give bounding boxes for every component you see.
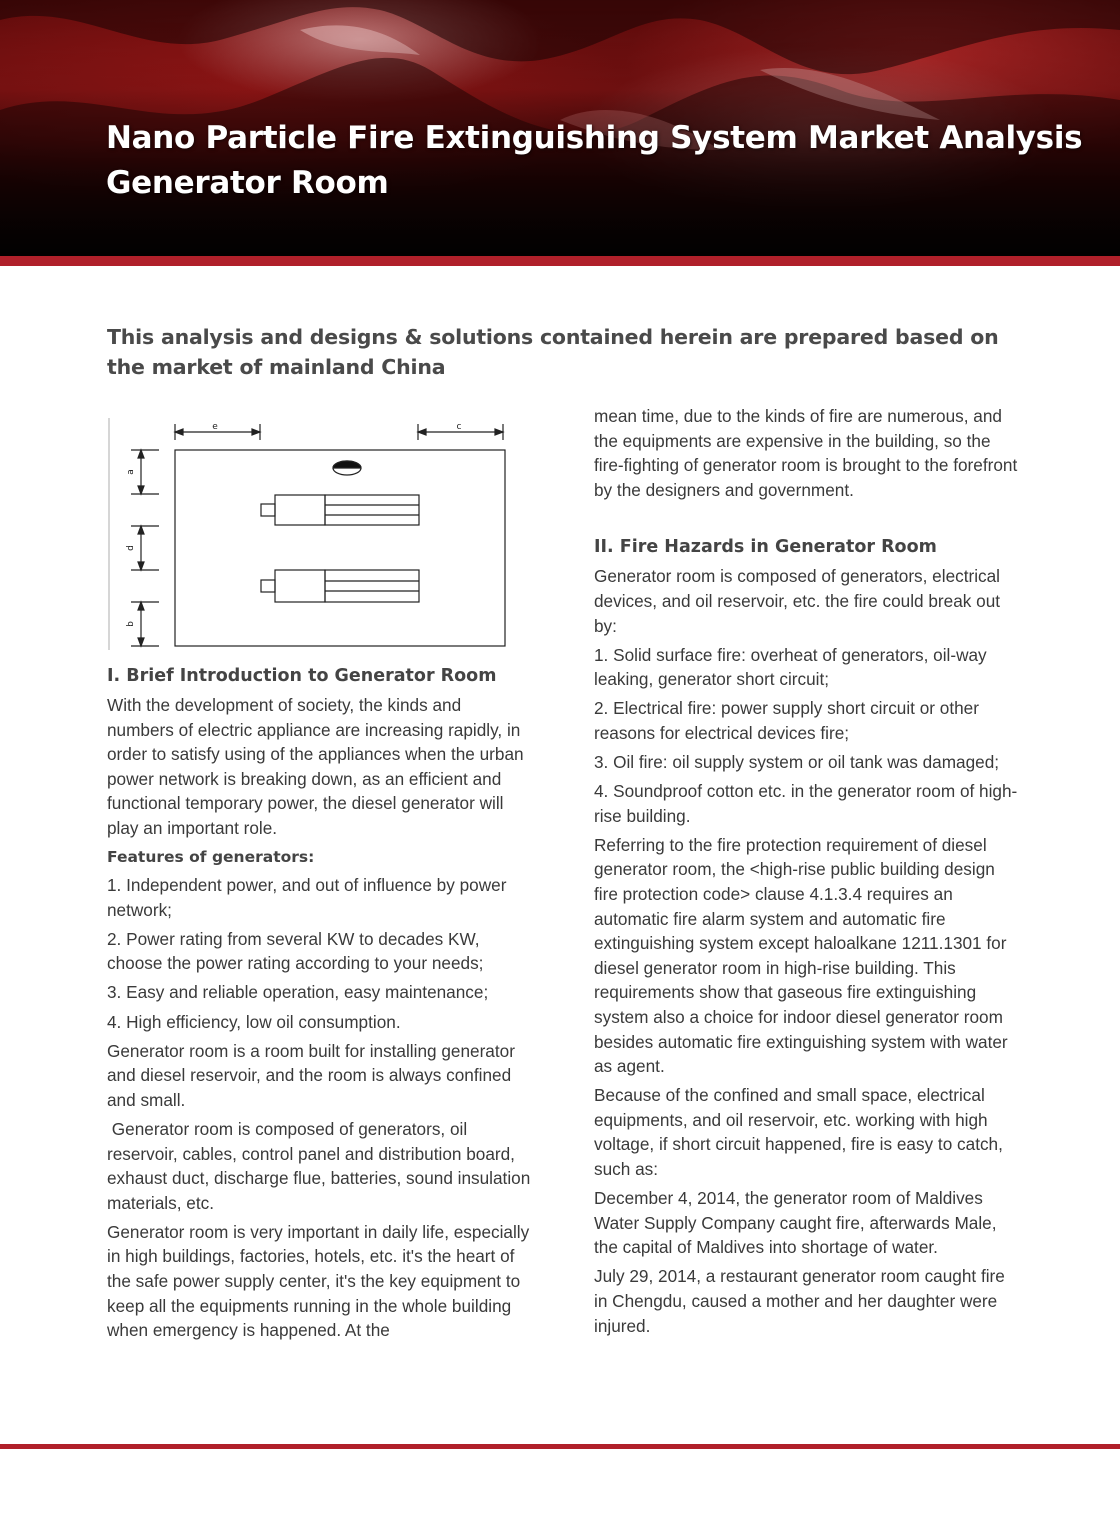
section-2-paragraph-5: July 29, 2014, a restaurant generator room caught fire in Chengdu, caused a mother and her daughter were injured. <box>594 1266 1005 1336</box>
continuation-paragraph: mean time, due to the kinds of fire are numerous, and the equipments are expensive in the building, so the fire-fighting of generator room is brought to the forefront by the designers and government. <box>594 406 1018 500</box>
section-1-heading: I. Brief Introduction to Generator Room <box>107 666 497 686</box>
feature-item: 4. High efficiency, low oil consumption. <box>107 1011 401 1032</box>
hazard-item: 1. Solid surface fire: overheat of generators, oil-way leaking, generator short circuit; <box>594 644 987 690</box>
title-line-2: Generator Room <box>106 165 389 201</box>
hazard-item: 4. Soundproof cotton etc. in the generator room of high-rise building. <box>594 781 1018 826</box>
hazard-item: 3. Oil fire: oil supply system or oil tank was damaged; <box>594 752 1000 773</box>
generator-room-layout-diagram <box>107 418 507 653</box>
section-2-paragraph-2: Referring to the fire protection requirement of diesel generator room, the <high-rise public building design fire protection code> clause 4.1.3.4 requires an automatic fire alarm system and automatic fire extinguishing system except haloalkane 1211.1301 for diesel generator room in high-rise building. This requirements show that gaseous fire extinguishing system also a choice for indoor diesel generator room besides automatic fire extinguishing system with water as agent. <box>594 834 1008 1077</box>
dim-label-b: b <box>126 621 136 627</box>
page-title <box>106 116 1082 206</box>
section-1-paragraph-1: With the development of society, the kinds and numbers of electric appliance are increasing rapidly, in order to satisfy using of the appliances when the urban power network is breaking down, as an efficient and functional temporary power, the diesel generator will play an important role. <box>107 695 524 838</box>
left-column <box>107 418 536 1347</box>
dim-label-a: a <box>126 469 136 475</box>
generator-unit-2 <box>261 570 419 602</box>
nozzle-icon <box>333 461 361 475</box>
generator-unit-1 <box>261 495 419 525</box>
section-1-paragraph-2: Generator room is a room built for installing generator and diesel reservoir, and the room is always confined and small. <box>107 1040 515 1110</box>
section-2-paragraph-1: Generator room is composed of generators, electrical devices, and oil reservoir, etc. the fire could break out by: <box>594 566 1001 636</box>
title-line-1: Nano Particle Fire Extinguishing System Market Analysis <box>106 120 1083 156</box>
dim-label-e: e <box>212 422 218 432</box>
header-banner <box>0 0 1120 256</box>
dim-label-d: d <box>126 545 136 551</box>
hazard-item: 2. Electrical fire: power supply short circuit or other reasons for electrical devices fire; <box>594 698 979 743</box>
right-column <box>594 404 1019 1343</box>
section-1-paragraph-3: Generator room is composed of generators, oil reservoir, cables, control panel and distribution board, exhaust duct, discharge flue, batteries, sound insulation materials, etc. <box>107 1118 536 1213</box>
section-2-paragraph-3: Because of the confined and small space, electrical equipments, and oil reservoir, etc. working with high voltage, if short circuit happened, fire is easy to catch, such as: <box>594 1085 1003 1180</box>
feature-item: 3. Easy and reliable operation, easy maintenance; <box>107 982 489 1003</box>
feature-item: 1. Independent power, and out of influence by power network; <box>107 875 507 920</box>
features-heading: Features of generators: <box>107 848 315 867</box>
dim-label-c: c <box>456 422 462 432</box>
feature-item: 2. Power rating from several KW to decades KW, choose the power rating according to your needs; <box>107 928 484 974</box>
footer-accent-bar <box>0 1444 1120 1449</box>
header-accent-bar <box>0 256 1120 266</box>
section-1-paragraph-4: Generator room is very important in daily life, especially in high buildings, factories, hotels, etc. it's the heart of the safe power supply center, it's the key equipment to keep all the equipments running in the whole building when emergency is happened. At the <box>107 1221 530 1341</box>
intro-statement: This analysis and designs & solutions contained herein are prepared based on the market of mainland China <box>107 325 999 379</box>
section-2-paragraph-4: December 4, 2014, the generator room of Maldives Water Supply Company caught fire, afterwards Male, the capital of Maldives into shortage of water. <box>594 1188 997 1258</box>
section-2-heading: II. Fire Hazards in Generator Room <box>594 537 937 558</box>
